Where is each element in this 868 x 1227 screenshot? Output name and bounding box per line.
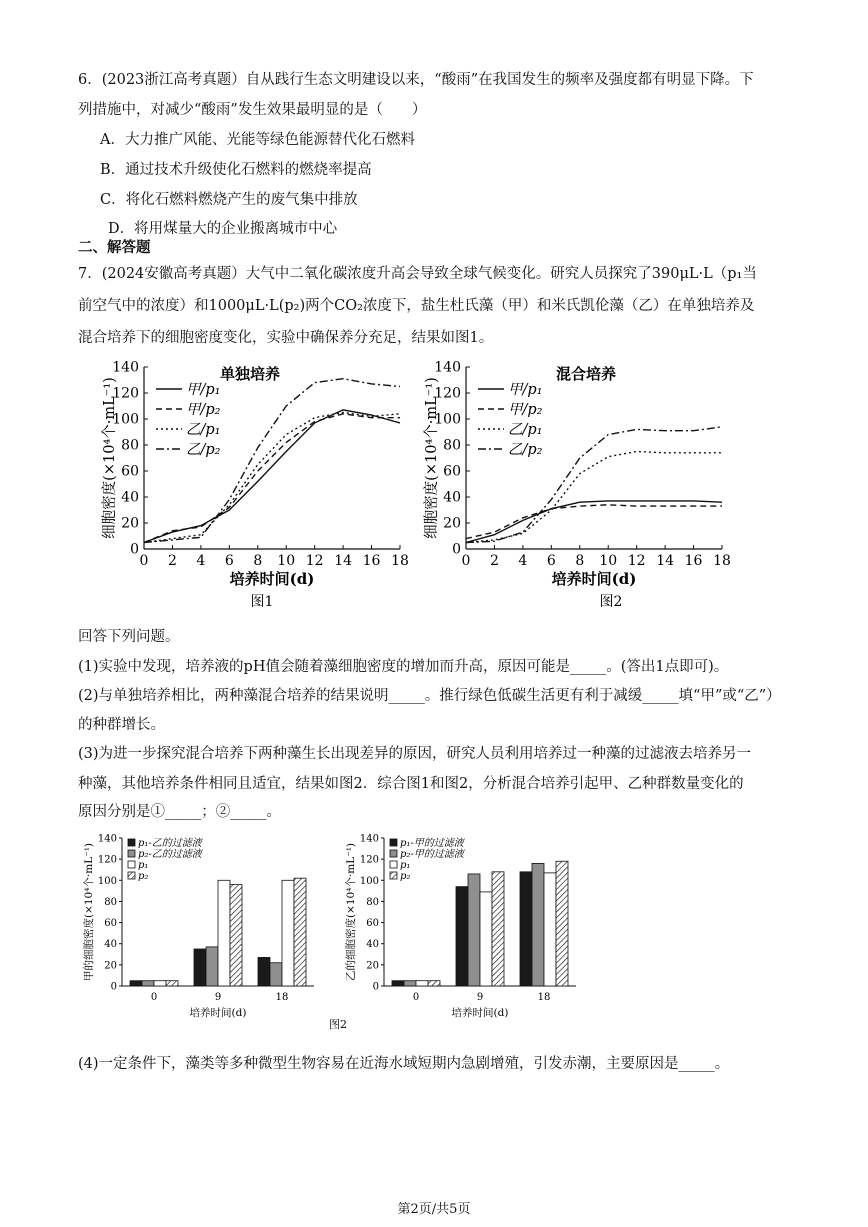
legend-label: 甲/p₂ bbox=[508, 402, 543, 418]
q7-sub1: (1)实验中发现，培养液的pH值会随着藻细胞密度的增加而升高，原因可能是_____。(答出1点即可)。 bbox=[78, 659, 729, 675]
legend-label: 甲/p₁ bbox=[508, 382, 543, 398]
x-tick-label: 12 bbox=[627, 553, 646, 569]
legend-swatch bbox=[128, 861, 135, 868]
legend-label: p₁ bbox=[400, 860, 411, 871]
q7-sub4: (4)一定条件下，藻类等多种微型生物容易在近海水域短期内急剧增殖，引发赤潮，主要原因是_____。 bbox=[78, 1056, 730, 1072]
series-line bbox=[466, 501, 722, 543]
y-tick-label: 80 bbox=[121, 437, 139, 454]
q7-sub3-line3: 原因分别是①_____；②_____。 bbox=[78, 804, 281, 820]
y-tick-label: 0 bbox=[130, 541, 139, 558]
q6-option-c: C．将化石燃料燃烧产生的废气集中排放 bbox=[100, 192, 358, 208]
y-tick-label: 40 bbox=[366, 939, 379, 951]
line-chart-single-culture bbox=[100, 360, 409, 589]
q7-sub2-line1: (2)与单独培养相比，两种藻混合培养的结果说明_____。推行绿色低碳生活更有利于减缓_____填“甲”或“乙”） bbox=[78, 688, 781, 704]
x-tick-label: 4 bbox=[196, 553, 206, 569]
x-tick-label: 18 bbox=[391, 553, 409, 569]
section-heading: 二、解答题 bbox=[78, 240, 151, 256]
bar bbox=[218, 880, 230, 986]
y-axis-label: 细胞密度(×10⁴个·mL⁻¹) bbox=[102, 377, 118, 539]
bar-chart-jia-density bbox=[82, 834, 314, 1020]
series-line bbox=[144, 413, 400, 543]
y-tick-label: 40 bbox=[443, 489, 461, 506]
legend-label: p₂ bbox=[400, 871, 411, 882]
q7-intro-line3: 混合培养下的细胞密度变化，实验中确保养分充足，结果如图1。 bbox=[78, 330, 494, 346]
x-tick-label: 18 bbox=[275, 992, 289, 1003]
chart-title: 混合培养 bbox=[555, 365, 617, 383]
x-tick-label: 9 bbox=[476, 992, 484, 1003]
y-tick-label: 20 bbox=[366, 960, 379, 972]
bar bbox=[258, 957, 270, 986]
series-line bbox=[144, 414, 400, 543]
legend-swatch bbox=[390, 861, 397, 868]
x-tick-label: 16 bbox=[362, 553, 381, 569]
y-tick-label: 80 bbox=[443, 437, 461, 454]
x-axis-label: 培养时间(d) bbox=[451, 1007, 509, 1019]
y-tick-label: 120 bbox=[359, 854, 379, 866]
bar bbox=[130, 981, 142, 986]
q7-intro-line1: 7．(2024安徽高考真题）大气中二氧化碳浓度升高会导致全球气候变化。研究人员探究了390μL·L（p₁当 bbox=[78, 266, 757, 282]
y-tick-label: 80 bbox=[104, 896, 117, 908]
q7-sub3-line2: 种藻，其他培养条件相同且适宜，结果如图2．综合图1和图2，分析混合培养引起甲、乙种群数量变化的 bbox=[78, 776, 744, 792]
y-axis-label: 乙的细胞密度(×10⁴个·mL⁻¹) bbox=[345, 842, 357, 982]
legend-label: 甲/p₂ bbox=[186, 402, 221, 418]
q6-stem-line2: 列措施中，对减少“酸雨”发生效果最明显的是（ ） bbox=[78, 102, 427, 118]
x-axis-label: 培养时间(d) bbox=[189, 1007, 247, 1019]
legend-swatch bbox=[390, 872, 397, 879]
x-tick-label: 10 bbox=[277, 553, 296, 569]
y-axis-label: 细胞密度(×10⁴个·mL⁻¹) bbox=[424, 377, 440, 539]
x-axis-label: 培养时间(d) bbox=[551, 570, 637, 588]
q6-option-d: D．将用煤量大的企业搬离城市中心 bbox=[108, 221, 338, 237]
bar bbox=[428, 981, 440, 986]
y-tick-label: 60 bbox=[104, 918, 117, 930]
x-tick-label: 14 bbox=[656, 553, 675, 569]
q7-sub3-line1: (3)为进一步探究混合培养下两种藻生长出现差异的原因，研究人员利用培养过一种藻的过滤液去培养另一 bbox=[78, 746, 752, 762]
legend-label: p₂ bbox=[138, 871, 149, 882]
x-tick-label: 18 bbox=[713, 553, 731, 569]
bar bbox=[154, 981, 166, 986]
legend-swatch bbox=[390, 850, 397, 857]
x-tick-label: 18 bbox=[537, 992, 551, 1003]
x-tick-label: 9 bbox=[214, 992, 222, 1003]
x-tick-label: 6 bbox=[546, 553, 556, 569]
x-tick-label: 0 bbox=[139, 553, 149, 569]
y-tick-label: 140 bbox=[434, 359, 461, 376]
figure-2-caption-bottom: 图2 bbox=[329, 1018, 347, 1031]
legend-label: p₂-甲的过滤液 bbox=[400, 849, 464, 860]
bar bbox=[416, 981, 428, 986]
y-tick-label: 20 bbox=[443, 515, 461, 532]
bar bbox=[206, 947, 218, 986]
legend-swatch bbox=[390, 839, 397, 846]
legend-label: p₁-乙的过滤液 bbox=[138, 838, 202, 849]
bar bbox=[492, 872, 504, 986]
x-axis-label: 培养时间(d) bbox=[229, 570, 315, 588]
y-tick-label: 120 bbox=[112, 385, 139, 402]
y-tick-label: 140 bbox=[112, 359, 139, 376]
legend-label: p₂-乙的过滤液 bbox=[138, 849, 202, 860]
q6-option-a: A．大力推广风能、光能等绿色能源替代化石燃料 bbox=[100, 132, 415, 148]
line-chart-mixed-culture bbox=[422, 360, 731, 589]
legend-label: 乙/p₁ bbox=[186, 422, 221, 438]
bar bbox=[282, 880, 294, 986]
y-tick-label: 60 bbox=[366, 918, 379, 930]
y-tick-label: 100 bbox=[97, 875, 117, 887]
x-tick-label: 16 bbox=[684, 553, 703, 569]
bar bbox=[544, 873, 556, 986]
y-tick-label: 60 bbox=[443, 463, 461, 480]
y-tick-label: 0 bbox=[372, 981, 379, 993]
legend-label: 甲/p₁ bbox=[186, 382, 221, 398]
q6-stem-line1: 6．(2023浙江高考真题）自从践行生态文明建设以来，“酸雨”在我国发生的频率及强度都有明显下降。下 bbox=[78, 72, 754, 88]
series-line bbox=[466, 452, 722, 543]
figure-1-caption: 图1 bbox=[250, 594, 274, 610]
bar bbox=[194, 949, 206, 986]
bar bbox=[294, 878, 306, 986]
x-tick-label: 2 bbox=[167, 553, 177, 569]
legend-swatch bbox=[128, 839, 135, 846]
y-tick-label: 120 bbox=[97, 854, 117, 866]
series-line bbox=[144, 410, 400, 543]
legend-label: 乙/p₁ bbox=[508, 422, 543, 438]
x-tick-label: 0 bbox=[461, 553, 471, 569]
y-tick-label: 40 bbox=[104, 939, 117, 951]
y-axis-label: 甲的细胞密度(×10⁴个·mL⁻¹) bbox=[83, 842, 95, 982]
x-tick-label: 10 bbox=[599, 553, 618, 569]
chart-title: 单独培养 bbox=[219, 365, 281, 383]
q7-intro-line2: 前空气中的浓度）和1000μL·L(p₂)两个CO₂浓度下，盐生杜氏藻（甲）和米氏凯伦藻（乙）在单独培养及 bbox=[78, 298, 755, 314]
y-tick-label: 0 bbox=[110, 981, 117, 993]
series-line bbox=[466, 505, 722, 539]
bar bbox=[270, 963, 282, 986]
bar bbox=[404, 981, 416, 986]
x-tick-label: 8 bbox=[575, 553, 585, 569]
y-tick-label: 140 bbox=[359, 833, 379, 845]
y-tick-label: 80 bbox=[366, 896, 379, 908]
y-tick-label: 0 bbox=[452, 541, 461, 558]
x-tick-label: 6 bbox=[224, 553, 234, 569]
bar bbox=[480, 892, 492, 986]
legend-swatch bbox=[128, 850, 135, 857]
y-tick-label: 100 bbox=[359, 875, 379, 887]
bar bbox=[230, 885, 242, 986]
y-tick-label: 60 bbox=[121, 463, 139, 480]
bar bbox=[468, 874, 480, 986]
y-tick-label: 140 bbox=[97, 833, 117, 845]
series-line bbox=[144, 379, 400, 543]
page-footer: 第2页/共5页 bbox=[397, 1202, 471, 1217]
bar-chart-yi-density bbox=[344, 834, 576, 1020]
y-tick-label: 120 bbox=[434, 385, 461, 402]
legend-label: 乙/p₂ bbox=[186, 442, 221, 458]
figure-2-caption-top: 图2 bbox=[599, 594, 623, 610]
x-tick-label: 0 bbox=[150, 992, 158, 1003]
x-tick-label: 12 bbox=[305, 553, 324, 569]
x-tick-label: 2 bbox=[489, 553, 499, 569]
bar bbox=[520, 872, 532, 986]
q6-option-b: B．通过技术升级使化石燃料的燃烧率提高 bbox=[100, 162, 372, 178]
x-tick-label: 14 bbox=[334, 553, 353, 569]
y-tick-label: 100 bbox=[112, 411, 139, 428]
legend-swatch bbox=[128, 872, 135, 879]
q7-sub2-line2: 的种群增长。 bbox=[78, 717, 165, 733]
y-tick-label: 100 bbox=[434, 411, 461, 428]
bar bbox=[456, 887, 468, 986]
x-tick-label: 4 bbox=[518, 553, 528, 569]
bar bbox=[166, 981, 178, 986]
q7-prompt: 回答下列问题。 bbox=[78, 629, 180, 645]
y-tick-label: 40 bbox=[121, 489, 139, 506]
bar bbox=[532, 863, 544, 986]
x-tick-label: 0 bbox=[412, 992, 420, 1003]
legend-label: 乙/p₂ bbox=[508, 442, 543, 458]
y-tick-label: 20 bbox=[121, 515, 139, 532]
bar bbox=[392, 981, 404, 986]
series-line bbox=[466, 427, 722, 543]
legend-label: p₁-甲的过滤液 bbox=[400, 838, 464, 849]
bar bbox=[142, 981, 154, 986]
figure-1-line-charts bbox=[80, 355, 840, 617]
y-tick-label: 20 bbox=[104, 960, 117, 972]
legend-label: p₁ bbox=[138, 860, 149, 871]
figure-2-bar-charts bbox=[80, 828, 620, 1040]
x-tick-label: 8 bbox=[253, 553, 263, 569]
bar bbox=[556, 861, 568, 986]
